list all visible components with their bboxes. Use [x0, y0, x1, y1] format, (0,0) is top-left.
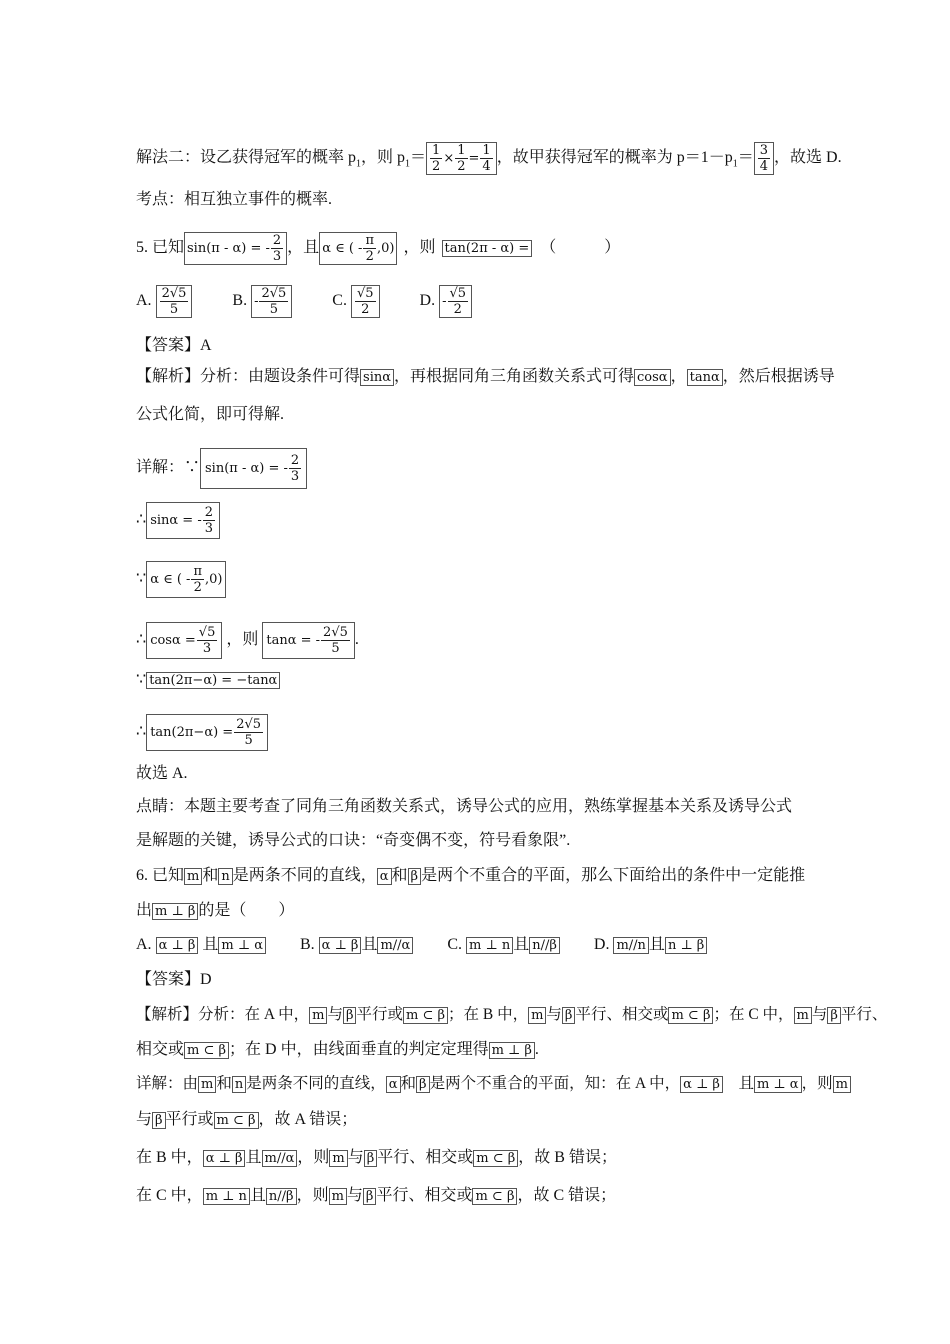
numerator: √5: [449, 286, 467, 301]
math-box: [146, 561, 226, 598]
analysis-5-line-2: 公式化简，即可得解.: [136, 406, 285, 423]
math-box: m: [184, 868, 202, 885]
math-box: cosα: [634, 369, 671, 386]
text: 在 C 中，: [136, 1187, 203, 1204]
detail-6-line-2: [136, 1110, 818, 1130]
math-box: [200, 448, 307, 489]
option-d: [594, 935, 707, 955]
math-box: [754, 142, 774, 175]
text: 且: [648, 936, 665, 953]
math-box: m ⊂ β: [184, 1042, 229, 1059]
option-label: A.: [136, 936, 152, 953]
text: ，则 p: [361, 149, 406, 167]
math-box: α ⊥ β: [156, 937, 199, 954]
text: ，故 C 错误；: [517, 1187, 617, 1204]
denominator: 2: [453, 302, 462, 317]
conclusion-5: 故选 A.: [136, 765, 188, 782]
math-box: m ⊥ n: [466, 937, 513, 954]
text: ，则: [296, 1187, 329, 1204]
text: ∴: [136, 631, 147, 649]
times-sign: ×: [443, 151, 455, 166]
option-label: B.: [299, 936, 315, 953]
option-a: [136, 285, 192, 318]
text: 是两条不同的直线，: [232, 867, 377, 884]
math-text: ,0): [205, 572, 223, 587]
denominator: 5: [269, 302, 279, 317]
math-box: m ⊥ β: [489, 1042, 535, 1059]
denominator: 5: [169, 302, 179, 317]
text: 和: [391, 867, 408, 884]
question-number: 5. 已知: [136, 239, 185, 257]
option-a: [136, 935, 266, 955]
text: 在 B 中，: [136, 1149, 203, 1166]
option-c: [332, 285, 379, 318]
text: 与: [546, 1006, 562, 1023]
numerator: 2√5: [236, 717, 262, 732]
denominator: 4: [759, 159, 769, 174]
math-box: m ⊥ β: [152, 903, 198, 920]
detail-step-4: [136, 622, 818, 659]
remark-line-2: 是解题的关键，诱导公式的口诀：“奇变偶不变，符号看象限”.: [136, 832, 571, 849]
numerator: 2: [272, 233, 282, 248]
math-box: m: [833, 1076, 851, 1093]
option-b: [232, 285, 292, 318]
text: ，且: [287, 239, 320, 257]
text: 平行、相交或: [575, 1006, 669, 1023]
math-box: m: [329, 1188, 347, 1205]
text: 是两条不同的直线，: [246, 1075, 386, 1092]
text: ，再根据同角三角函数关系式可得: [394, 368, 635, 385]
text: 和: [400, 1075, 417, 1092]
text: 详解：∵: [136, 459, 201, 477]
math-text: sinα = -: [150, 513, 202, 528]
text: 且: [513, 936, 530, 953]
math-box: α: [377, 868, 392, 885]
denominator: 2: [432, 159, 441, 174]
option-d: [420, 285, 473, 318]
numerator: 2: [204, 505, 213, 520]
text: ＝: [410, 149, 427, 167]
text: ∴: [136, 511, 147, 529]
option-label: D.: [419, 292, 436, 310]
math-box: [146, 622, 222, 659]
text: ，故 B 错误；: [518, 1149, 617, 1166]
text: ＝: [737, 149, 754, 167]
math-box: m: [528, 1007, 546, 1024]
math-box: [426, 142, 497, 175]
detail-step-3: [136, 561, 818, 598]
text: ∴: [136, 723, 147, 741]
math-box: n//β: [529, 937, 560, 954]
text: 详解：由: [136, 1075, 199, 1092]
analysis-6-line-1: [136, 1005, 888, 1025]
math-box: m ⊂ β: [472, 1188, 517, 1205]
text: 且: [245, 1149, 262, 1166]
math-box: m//n: [613, 937, 648, 954]
option-label: B.: [232, 292, 248, 310]
math-box: m ⊂ β: [668, 1007, 713, 1024]
math-box: m ⊂ β: [403, 1007, 448, 1024]
answer-5: 【答案】A: [136, 337, 212, 354]
denominator: 2: [193, 580, 202, 595]
math-text: cosα =: [150, 633, 196, 648]
text: ∵: [136, 671, 147, 688]
numerator: 1: [432, 143, 441, 158]
math-box: α: [386, 1076, 401, 1093]
question-number: 6. 已知: [136, 867, 185, 884]
detail-step-2: [136, 502, 818, 539]
text: 平行或: [356, 1006, 403, 1023]
math-text: sin(π - α) = -: [205, 461, 288, 476]
math-box: [262, 622, 355, 659]
denominator: 5: [244, 733, 253, 748]
text: 平行或: [165, 1111, 214, 1128]
answer-6: 【答案】D: [136, 971, 212, 988]
text: 与: [136, 1111, 153, 1128]
text: 是两个不重合的平面，知：在 A 中，: [429, 1075, 681, 1092]
equals-sign: =: [468, 151, 480, 166]
question-5: [136, 232, 818, 265]
math-box: tanα: [687, 369, 723, 386]
option-label: C.: [332, 292, 347, 310]
math-box: [184, 232, 287, 265]
text: 分析：在 A 中，: [198, 1006, 310, 1023]
denominator: 2: [361, 302, 370, 317]
math-box: m ⊂ β: [473, 1150, 518, 1167]
math-box: [146, 502, 220, 539]
question-6-line-2: [136, 901, 818, 921]
text: .: [354, 631, 359, 649]
denominator: 2: [457, 159, 466, 174]
text: .: [534, 1041, 539, 1058]
topic-line: 考点：相互独立事件的概率.: [136, 191, 333, 208]
subscript: 1: [732, 158, 738, 170]
text: 的是（ ）: [198, 902, 295, 919]
text: 且: [722, 1075, 754, 1092]
text: 出: [136, 902, 153, 919]
math-box: β: [343, 1007, 357, 1024]
numerator: π: [365, 233, 374, 248]
math-text: ,0): [377, 241, 395, 256]
text: ，然后根据诱导: [722, 368, 835, 385]
math-box: [439, 285, 472, 318]
numerator: 2√5: [161, 286, 187, 301]
text: ，则: [226, 631, 259, 649]
math-box: n ⊥ β: [665, 937, 707, 954]
denominator: 5: [331, 641, 340, 656]
text: 和: [202, 867, 219, 884]
numerator: 3: [759, 143, 769, 158]
detail-step-1: [136, 448, 818, 489]
math-box: m ⊥ α: [218, 937, 266, 954]
option-label: D.: [593, 936, 610, 953]
analysis-5-line-1: [136, 367, 835, 387]
text: ；在 D 中，由线面垂直的判定定理得: [229, 1041, 489, 1058]
denominator: 4: [482, 159, 491, 174]
minus-sign: -: [442, 294, 447, 309]
text: 相交或: [136, 1041, 185, 1058]
numerator: 1: [457, 143, 466, 158]
question-6-line-1: [136, 866, 818, 886]
text: 平行、相交或: [377, 1149, 474, 1166]
math-text: tanα = -: [266, 633, 321, 648]
analysis-tag: 【解析】: [136, 368, 201, 385]
math-box: m: [329, 1150, 347, 1167]
analysis-6-line-2: [136, 1040, 818, 1060]
math-box: sinα: [360, 369, 394, 386]
math-text: tan(2π−α) =: [150, 725, 234, 740]
text: ，则: [297, 1149, 330, 1166]
math-text: α ∈ ( -: [150, 572, 191, 587]
math-text: sin(π - α) = -: [187, 241, 270, 256]
text: 且: [361, 936, 378, 953]
math-box: tan(2π−α) = −tanα: [146, 672, 280, 689]
option-label: C.: [447, 936, 463, 953]
math-box: α ⊥ β: [680, 1076, 723, 1093]
subscript: 1: [356, 158, 362, 170]
math-box: m ⊥ α: [754, 1076, 802, 1093]
denominator: 3: [290, 469, 300, 484]
detail-step-5: [136, 670, 818, 690]
denominator: 3: [204, 521, 213, 536]
question-5-options: [136, 285, 818, 318]
text: ∵: [136, 570, 147, 588]
math-box: α ⊥ β: [203, 1150, 246, 1167]
math-box: m//α: [377, 937, 413, 954]
option-c: [447, 935, 560, 955]
math-box: [251, 285, 292, 318]
text: 平行、相交或: [376, 1187, 473, 1204]
math-box: [146, 714, 268, 751]
numerator: 2√5: [261, 286, 287, 301]
detail-step-6: [136, 714, 818, 751]
text: 平行、: [840, 1006, 888, 1023]
math-box: [319, 232, 397, 265]
math-box: m: [794, 1007, 812, 1024]
text: 和: [216, 1075, 232, 1092]
text: ，则: [801, 1075, 833, 1092]
text: 与: [346, 1187, 363, 1204]
text: 与: [347, 1149, 364, 1166]
text: ，则: [403, 239, 436, 257]
math-box: β: [827, 1007, 841, 1024]
blank-paren: （ ）: [540, 239, 621, 257]
numerator: 2√5: [323, 625, 348, 640]
numerator: √5: [198, 625, 216, 640]
math-box: β: [363, 1188, 377, 1205]
math-box: m ⊂ β: [214, 1112, 259, 1129]
denominator: 3: [202, 641, 212, 656]
numerator: 2: [290, 453, 300, 468]
math-box: n: [218, 868, 232, 885]
text: ，故甲获得冠军的概率为 p＝1－p: [496, 149, 733, 167]
math-box: [351, 285, 380, 318]
text: 且: [249, 1187, 266, 1204]
solution-two-line: [136, 142, 842, 175]
math-box: n: [232, 1076, 246, 1093]
math-box: β: [152, 1112, 166, 1129]
question-6-options: [136, 935, 818, 955]
remark-line-1: 点睛：本题主要考查了同角三角函数关系式，诱导公式的应用，熟练掌握基本关系及诱导公式: [136, 798, 793, 815]
math-text: α ∈ ( -: [322, 241, 363, 256]
minus-sign: -: [254, 294, 259, 309]
text: 且: [202, 936, 219, 953]
math-box: tan(2π - α) =: [442, 240, 533, 257]
detail-6-line-3: [136, 1148, 818, 1168]
text: ，故选 D.: [774, 149, 842, 167]
option-b: [300, 935, 413, 955]
text: 解法二：设乙获得冠军的概率 p: [136, 149, 357, 167]
math-box: m: [309, 1007, 327, 1024]
text: ；在 C 中，: [713, 1006, 794, 1023]
denominator: 2: [365, 249, 374, 264]
numerator: 1: [482, 143, 491, 158]
math-box: m: [198, 1076, 216, 1093]
text: ；在 B 中，: [447, 1006, 529, 1023]
math-box: n//β: [266, 1188, 297, 1205]
math-box: [156, 285, 193, 318]
subscript: 1: [405, 158, 411, 170]
math-box: m ⊥ n: [203, 1188, 250, 1205]
text: 与: [811, 1006, 828, 1023]
math-box: α ⊥ β: [319, 937, 362, 954]
numerator: √5: [356, 286, 374, 301]
text: ，故 A 错误；: [258, 1111, 358, 1128]
text: 是两个不重合的平面，那么下面给出的条件中一定能推: [421, 867, 806, 884]
numerator: π: [193, 564, 202, 579]
math-box: β: [416, 1076, 430, 1093]
math-box: β: [562, 1007, 576, 1024]
math-box: β: [364, 1150, 378, 1167]
detail-6-line-1: [136, 1074, 848, 1094]
math-box: m//α: [262, 1150, 298, 1167]
detail-6-line-4: [136, 1186, 818, 1206]
text: 与: [327, 1006, 343, 1023]
option-label: A.: [136, 292, 152, 310]
text: ，: [670, 368, 687, 385]
analysis-tag: 【解析】: [136, 1006, 199, 1023]
text: 分析：由题设条件可得: [200, 368, 361, 385]
math-box: β: [408, 868, 422, 885]
denominator: 3: [272, 249, 282, 264]
